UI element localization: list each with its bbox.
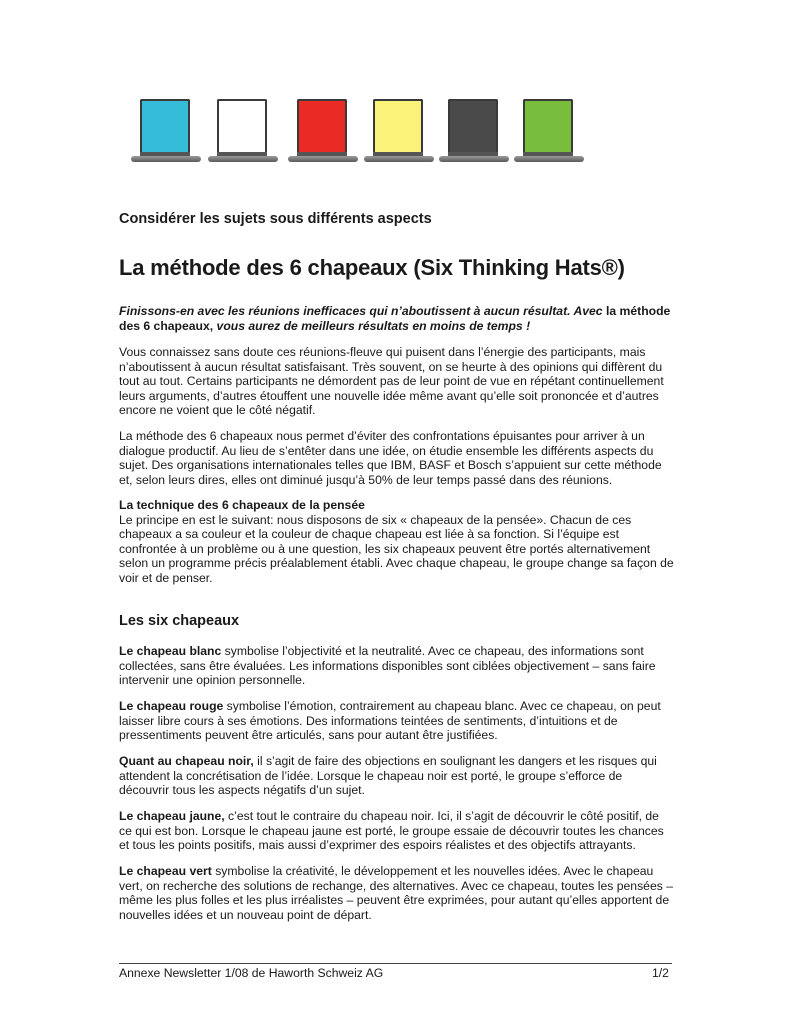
- white-hat-lead: Le chapeau blanc: [119, 644, 222, 658]
- green-hat-text: symbolise la créativité, le développement et les nouvelles idées. Avec le chapeau vert, on recherche des solutions de rechange, des alternatives. Avec ce chapeau, toutes les pensées – même les plus folles et les plus irréalistes – peuvent être exprimées, pour autant qu’elles apportent de nouvelles idées et un nouveau point de départ.: [119, 864, 673, 922]
- green-hat-description: [119, 864, 675, 922]
- black-hat-text: il s’agit de faire des objections en soulignant les dangers et les risques qui attendent la concrétisation de l’idée. Lorsque le chapeau noir est porté, le groupe s’efforce de découvrir tous les aspects négatifs d’un sujet.: [119, 754, 657, 798]
- technique-text: Le principe en est le suivant: nous disposons de six « chapeaux de la pensée». Chacun de ces chapeaux a sa couleur et la couleur de chaque chapeau est liée à sa fonction. Si l’équipe est confrontée à un problème ou à une question, les six chapeaux peuvent être portés alternativement selon un programme précis préalablement établi. Avec chaque chapeau, le groupe change sa façon de voir et de penser.: [119, 512, 674, 585]
- black-hat-description: [119, 754, 675, 798]
- section-heading: Les six chapeaux: [119, 613, 240, 629]
- intro-part-1: Finissons-en avec les réunions inefficaces qui n’aboutissent à aucun résultat. Avec: [119, 304, 606, 318]
- white-hat-description: [119, 644, 675, 688]
- black-hat-lead: Quant au chapeau noir,: [119, 754, 254, 768]
- paragraph-2: La méthode des 6 chapeaux nous permet d’éviter des confrontations épuisantes pour arriver à un dialogue productif. Au lieu de s’entêter dans une idée, on étudie ensemble les différents aspects du sujet. Des organisations internationales telles que IBM, BASF et Bosch s’appuient sur cette méthode et, selon leurs dires, elles ont diminué jusqu’à 50% de leur temps passé dans des réunions.: [119, 429, 662, 487]
- red-hat-description: [119, 699, 675, 743]
- page-title: La méthode des 6 chapeaux (Six Thinking Hats®): [119, 255, 625, 280]
- yellow-hat-description: [119, 809, 675, 853]
- green-hat-icon: [514, 96, 584, 168]
- six-hats-illustration: [131, 96, 591, 168]
- yellow-hat-icon: [364, 96, 434, 168]
- white-hat-icon: [208, 96, 278, 168]
- technique-heading: La technique des 6 chapeaux de la pensée: [119, 498, 365, 512]
- red-hat-icon: [288, 96, 358, 168]
- paragraph-1: Vous connaissez sans doute ces réunions-fleuve qui puisent dans l’énergie des participants, mais n’aboutissent à aucun résultat satisfaisant. Très souvent, on se heurte à des opinions qui diffèrent du tout au tout. Certains participants ne démordent pas de leur point de vue en répétant continuellement leurs arguments, d’autres étouffent une nouvelle idée même avant qu’elle soit prononcée et d’autres encore ne voient que le côté négatif.: [119, 345, 664, 418]
- intro-paragraph: [119, 304, 675, 333]
- footer-divider: [119, 963, 672, 964]
- intro-part-3: vous aurez de meilleurs résultats en moins de temps !: [213, 318, 531, 333]
- page-number: 1/2: [652, 966, 669, 980]
- red-hat-text: symbolise l’émotion, contrairement au chapeau blanc. Avec ce chapeau, on peut laisser libre cours à ses émotions. Des informations teintées de sentiments, d’intuitions et de pressentiments peuvent être articulés, sans pour autant être justifiées.: [119, 699, 661, 743]
- blue-hat-icon: [131, 96, 201, 168]
- footer-source: Annexe Newsletter 1/08 de Haworth Schweiz AG: [119, 966, 384, 980]
- yellow-hat-lead: Le chapeau jaune,: [119, 809, 225, 823]
- intro-part-2: la méthode des 6 chapeaux,: [119, 304, 671, 333]
- white-hat-text: symbolise l’objectivité et la neutralité. Avec ce chapeau, des informations sont collectées, sans être évaluées. Les informations disponibles sont ciblées objectivement – sans faire intervenir une opinion personnelle.: [119, 644, 656, 688]
- black-hat-icon: [439, 96, 509, 168]
- technique-section: [119, 498, 675, 586]
- red-hat-lead: Le chapeau rouge: [119, 699, 224, 713]
- green-hat-lead: Le chapeau vert: [119, 864, 212, 878]
- subtitle: Considérer les sujets sous différents aspects: [119, 211, 432, 227]
- yellow-hat-text: c’est tout le contraire du chapeau noir. Ici, il s’agit de découvrir le côté positif, de ce qui est bon. Lorsque le chapeau jaune est porté, le groupe essaie de découvrir toutes les chances et tous les points positifs, mais aussi d’exprimer des espoirs réalistes et des objectifs attrayants.: [119, 809, 664, 853]
